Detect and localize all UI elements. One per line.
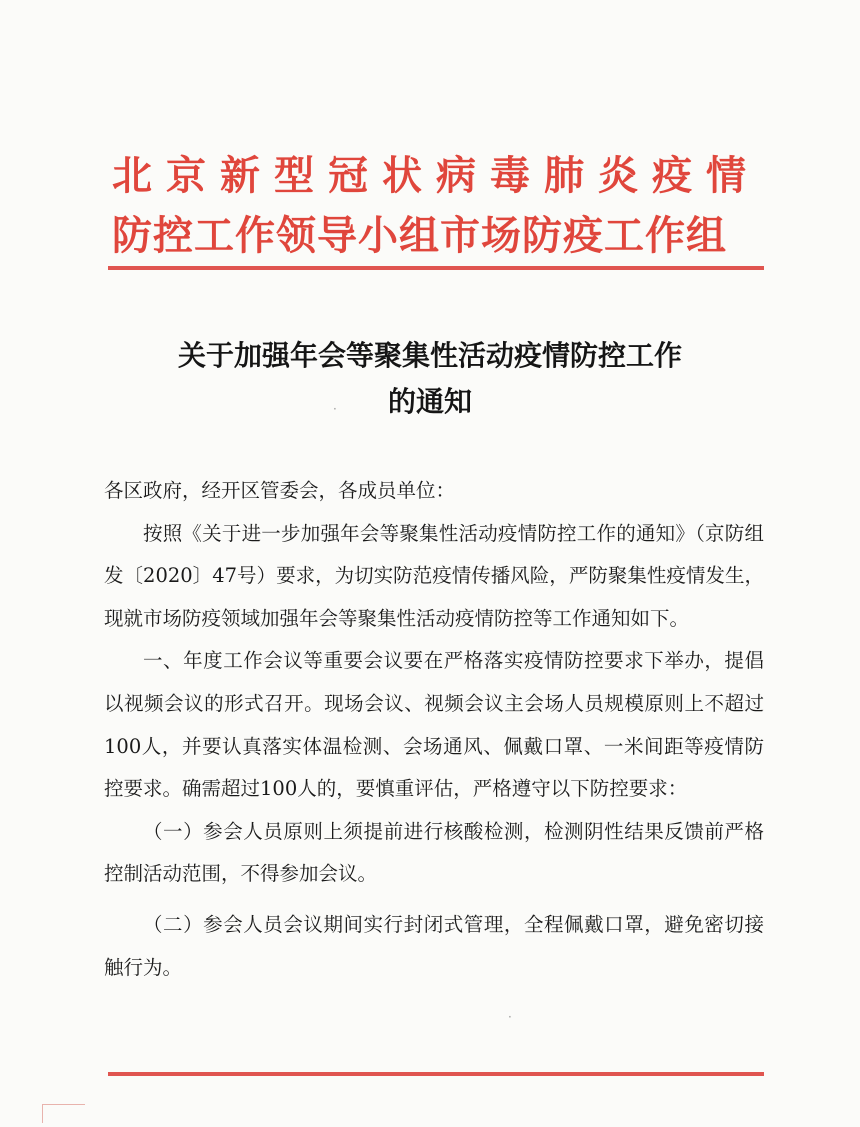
issuer-header-line-2: 防控工作领导小组市场防疫工作组 [112,213,727,259]
scan-speck: · [333,402,337,416]
header-red-divider [108,266,764,270]
paragraph-item-one: （一）参会人员原则上须提前进行核酸检测，检测阴性结果反馈前严格控制活动范围，不得参加会议。 [104,819,764,886]
paragraph-section-one: 一、年度工作会议等重要会议要在严格落实疫情防控要求下举办，提倡以视频会议的形式召开。现场会议、视频会议主会场人员规模原则上不超过100人，并要认真落实体温检测、会场通风、佩戴口罩、一米间距等疫情防控要求。确需超过100人的，要慎重评估，严格遵守以下防控要求： [104,649,764,801]
scan-speck: · [508,1010,512,1024]
paragraph-item-two: （二）参会人员会议期间实行封闭式管理，全程佩戴口罩，避免密切接触行为。 [104,912,764,979]
document-title-line-1: 关于加强年会等聚集性活动疫情防控工作 [177,339,682,372]
seal-fragment [42,1104,85,1123]
document-title-line-2: 的通知 [387,385,472,418]
paragraph-intro: 按照《关于进一步加强年会等聚集性活动疫情防控工作的通知》（京防组发〔2020〕47号）要求，为切实防范疫情传播风险，严防聚集性疫情发生，现就市场防疫领域加强年会等聚集性活动疫情防控等工作通知如下。 [104,521,764,630]
footer-red-divider [108,1072,764,1076]
salutation: 各区政府，经开区管委会，各成员单位： [104,479,456,502]
document-body [104,470,764,989]
issuer-header-line-1: 北京新型冠状病毒肺炎疫情 [112,153,760,199]
